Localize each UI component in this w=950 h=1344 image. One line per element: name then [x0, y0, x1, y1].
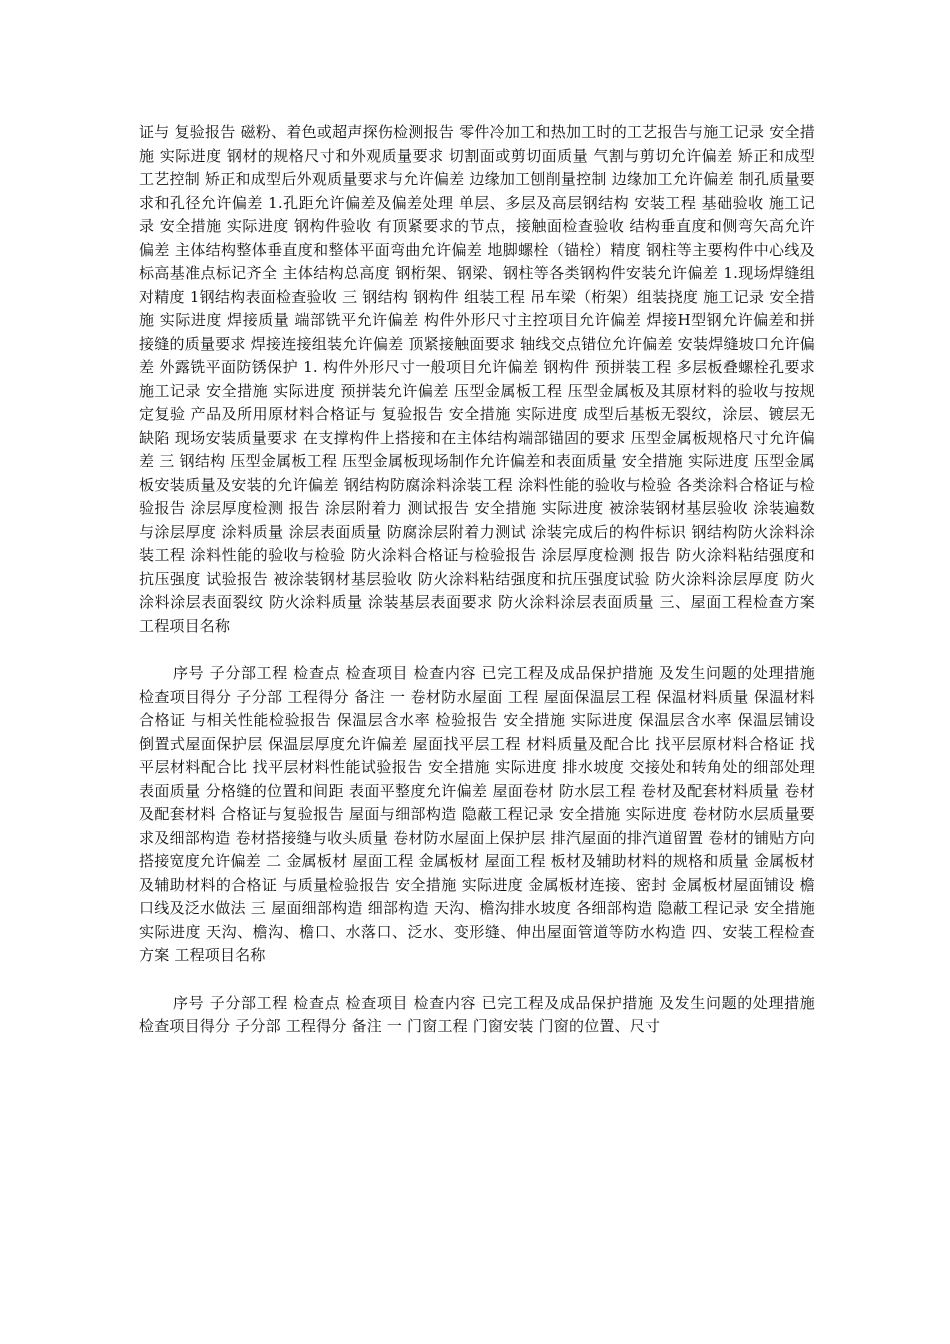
paragraph-roofing-checklist: 序号 子分部工程 检查点 检查项目 检查内容 已完工程及成品保护措施 及发生问题的处理措施 检查项目得分 子分部 工程得分 备注 一 卷材防水屋面 工程 屋面保温层工程 保温材料质量 保温材料合格证 与相关性能检验报告 保温层含水率 检验报告 安全措施 实际进度 保温层含水率 保温层铺设 倒置式屋面保护层 保温层厚度允许偏差 屋面找平层工程 材料质量及配合比 找平层原材料合格证 找平层材料配合比 找平层材料性能试验报告 安全措施 实际进度 排水坡度 交接处和转角处的细部处理 表面质量 分格缝的位置和间距 表面平整度允许偏差 屋面卷材 防水层工程 卷材及配套材料质量 卷材及配套材料 合格证与复验报告 屋面与细部构造 隐蔽工程记录 安全措施 实际进度 卷材防水层质量要求及细部构造 卷材搭接缝与收头质量 卷材防水屋面上保护层 排汽屋面的排汽道留置 卷材的铺贴方向 搭接宽度允许偏差 二 金属板材 屋面工程 金属板材 屋面工程 板材及辅助材料的规格和质量 金属板材及辅助材料的合格证 与质量检验报告 安全措施 实际进度 金属板材连接、密封 金属板材屋面铺设 檐口线及泛水做法 三 屋面细部构造 细部构造 天沟、檐沟排水坡度 各细部构造 隐蔽工程记录 安全措施 实际进度 天沟、檐沟、檐口、水落口、泛水、变形缝、伸出屋面管道等防水构造 四、安装工程检查方案 工程项目名称 [139, 664, 815, 964]
paragraph-gap [139, 968, 815, 992]
paragraph-installation-checklist: 序号 子分部工程 检查点 检查项目 检查内容 已完工程及成品保护措施 及发生问题的处理措施 检查项目得分 子分部 工程得分 备注 一 门窗工程 门窗安装 门窗的位置、尺寸 [139, 993, 815, 1035]
paragraph-steel-structure-checklist: 证与 复验报告 磁粉、着色或超声探伤检测报告 零件冷加工和热加工时的工艺报告与施工记录 安全措施 实际进度 钢材的规格尺寸和外观质量要求 切割面或剪切面质量 气割与剪切允许偏差 矫正和成型工艺控制 矫正和成型后外观质量要求与允许偏差 边缘加工刨削量控制 边缘加工允许偏差 制孔质量要求和孔径允许偏差 1.孔距允许偏差及偏差处理 单层、多层及高层钢结构 安装工程 基础验收 施工记录 安全措施 实际进度 钢构件验收 有顶紧要求的节点，接触面检查验收 结构垂直度和侧弯矢高允许偏差 主体结构整体垂直度和整体平面弯曲允许偏差 地脚螺栓（锚栓）精度 钢柱等主要构件中心线及标高基准点标记齐全 主体结构总高度 钢桁架、钢梁、钢柱等各类钢构件安装允许偏差 1.现场焊缝组对精度 1钢结构表面检查验收 三 钢结构 钢构件 组装工程 吊车梁（桁架）组装挠度 施工记录 安全措施 实际进度 焊接质量 端部铣平允许偏差 构件外形尺寸主控项目允许偏差 焊接H型钢允许偏差和拼接缝的质量要求 焊接连接组装允许偏差 顶紧接触面要求 轴线交点错位允许偏差 安装焊缝坡口允许偏差 外露铣平面防锈保护 1. 构件外形尺寸一般项目允许偏差 钢构件 预拼装工程 多层板叠螺栓孔要求 施工记录 安全措施 实际进度 预拼装允许偏差 压型金属板工程 压型金属板及其原材料的验收与按规定复验 产品及所用原材料合格证与 复验报告 安全措施 实际进度 成型后基板无裂纹，涂层、镀层无缺陷 现场安装质量要求 在支撑构件上搭接和在主体结构端部锚固的要求 压型金属板规格尺寸允许偏差 三 钢结构 压型金属板工程 压型金属板现场制作允许偏差和表面质量 安全措施 实际进度 压型金属板安装质量及安装的允许偏差 钢结构防腐涂料涂装工程 涂料性能的验收与检验 各类涂料合格证与检验报告 涂层厚度检测 报告 涂层附着力 测试报告 安全措施 实际进度 被涂装钢材基层验收 涂装遍数与涂层厚度 涂料质量 涂层表面质量 防腐涂层附着力测试 涂装完成后的构件标识 钢结构防火涂料涂装工程 涂料性能的验收与检验 防火涂料合格证与检验报告 涂层厚度检测 报告 防火涂料粘结强度和抗压强度 试验报告 被涂装钢材基层验收 防火涂料粘结强度和抗压强度试验 防火涂料涂层厚度 防火涂料涂层表面裂纹 防火涂料质量 涂装基层表面要求 防火涂料涂层表面质量 三、屋面工程检查方案 工程项目名称 [139, 123, 815, 635]
document-page [139, 121, 815, 1039]
paragraph-gap [139, 638, 815, 662]
